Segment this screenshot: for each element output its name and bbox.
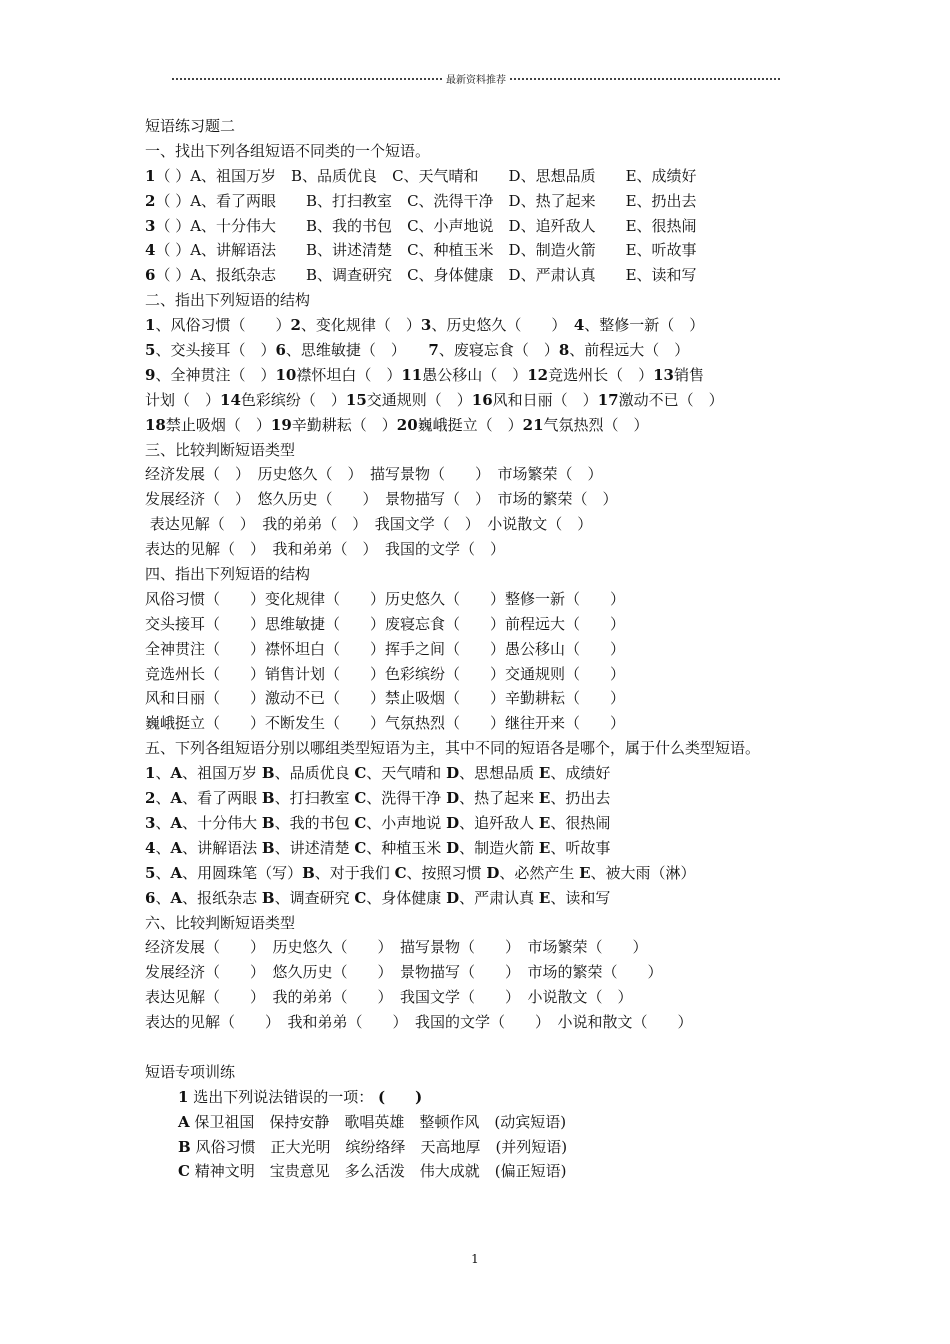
compare-line: 表达见解（ ） 我的弟弟（ ） 我国文学（ ） 小说散文（ ）	[145, 515, 593, 534]
item-marker: 18	[145, 415, 166, 434]
header-text: 最新资料推荐	[446, 75, 506, 86]
section-heading: 五、下列各组短语分别以哪组类型短语为主，其中不同的短语各是哪个，属于什么类型短语。	[145, 739, 761, 758]
structure-line	[145, 388, 815, 413]
compare-line: 发展经济（ ） 悠久历史（ ） 景物描写（ ） 市场的繁荣（ ）	[145, 490, 618, 509]
item-marker: 15	[345, 390, 367, 409]
item-text: 风俗习惯 正大光明 缤纷络绎 天高地厚 (并列短语)	[190, 1137, 568, 1156]
item-marker: D	[446, 813, 460, 832]
question-number: 6	[145, 266, 156, 285]
question-options: （ ）A、祖国万岁 B、品质优良 C、天气晴和 D、思想品质 E、成绩好	[155, 166, 697, 185]
item-text: 愚公移山（ ）	[422, 365, 528, 384]
question-row	[145, 214, 815, 239]
item-text: 、历史悠久（ ）	[431, 316, 574, 335]
question-options: （ ）A、报纸杂志 B、调查研究 C、身体健康 D、严肃认真 E、读和写	[155, 266, 697, 285]
compare-line: 发展经济（ ） 悠久历史（ ） 景物描写（ ） 市场的繁荣（ ）	[145, 963, 663, 982]
item-text: 、必然产生	[499, 863, 580, 882]
question-row	[145, 861, 815, 886]
item-marker: 6	[145, 888, 156, 907]
item-marker: B	[302, 863, 315, 882]
item-text: 、身体健康	[366, 888, 447, 907]
item-marker: 7	[428, 341, 439, 360]
document-body	[145, 114, 815, 1184]
item-text: 、废寝忘食（ ）	[438, 341, 559, 360]
item-marker: B	[178, 1137, 191, 1156]
item-text: 、十分伟大	[182, 813, 262, 832]
item-marker: 17	[597, 390, 619, 409]
item-text: 襟怀坦白（ ）	[296, 365, 402, 384]
item-text: 、	[155, 764, 171, 783]
item-marker: C	[354, 789, 367, 808]
item-marker: E	[538, 764, 551, 783]
item-marker: A	[170, 813, 183, 832]
item-text: 、整修一新（ ）	[584, 316, 705, 335]
item-marker: E	[538, 888, 551, 907]
item-marker: 9	[145, 365, 156, 384]
item-marker: 5	[145, 341, 156, 360]
item-text: 、风俗习惯（ ）	[155, 316, 291, 335]
item-text: 、扔出去	[550, 789, 611, 808]
header-dotted-rule-right	[510, 78, 780, 80]
question-row	[145, 238, 815, 263]
item-text: 计划（ ）	[145, 390, 221, 409]
item-text: 激动不已（ ）	[618, 390, 724, 409]
structure-line: 全神贯注（ ）襟怀坦白（ ）挥手之间（ ）愚公移山（ ）	[145, 639, 626, 658]
item-text: 、打扫教室	[274, 789, 355, 808]
item-text: 销售	[674, 365, 705, 384]
item-marker: C	[354, 888, 367, 907]
item-text: 色彩缤纷（ ）	[240, 390, 346, 409]
item-marker: A	[170, 838, 183, 857]
item-marker: A	[170, 789, 183, 808]
item-text: 、前程远大（ ）	[569, 341, 690, 360]
item-text: 保卫祖国 保持安静 歌唱英雄 整顿作风 (动宾短语)	[189, 1112, 567, 1131]
item-marker: B	[261, 789, 275, 808]
item-text: 、	[155, 789, 171, 808]
item-marker: 16	[471, 390, 493, 409]
item-text: 、	[155, 888, 171, 907]
item-text: 风和日丽（ ）	[492, 390, 598, 409]
item-marker: 12	[527, 365, 549, 384]
training-question	[145, 1085, 815, 1110]
question-options: （ ）A、看了两眼 B、打扫教室 C、洗得干净 D、热了起来 E、扔出去	[155, 191, 697, 210]
section-heading: 三、比较判断短语类型	[145, 440, 296, 459]
item-text: 、制造火箭	[459, 838, 539, 857]
item-text: 、被大雨（淋）	[590, 863, 696, 882]
item-marker: D	[486, 863, 500, 882]
question-row	[145, 886, 815, 911]
structure-line	[145, 338, 815, 363]
training-option	[145, 1159, 815, 1184]
question-row	[145, 189, 815, 214]
item-marker: 8	[558, 341, 570, 360]
compare-line: 经济发展（ ） 历史悠久（ ） 描写景物（ ） 市场繁荣（ ）	[145, 465, 603, 484]
item-text: 、讲述清楚	[274, 838, 355, 857]
item-text: 、	[155, 863, 171, 882]
compare-line: 表达的见解（ ） 我和弟弟（ ） 我国的文学（ ） 小说和散文（ ）	[145, 1013, 693, 1032]
structure-line: 巍峨挺立（ ）不断发生（ ）气氛热烈（ ）继往开来（ ）	[145, 714, 626, 733]
item-marker: 4	[573, 316, 585, 335]
compare-line: 表达的见解（ ） 我和弟弟（ ） 我国的文学（ ）	[145, 540, 506, 559]
item-text: 、交头接耳（ ）	[155, 341, 276, 360]
item-marker: 11	[401, 365, 423, 384]
item-marker: B	[261, 888, 275, 907]
section-heading: 一、找出下列各组短语不同类的一个短语。	[145, 141, 431, 160]
structure-line: 风俗习惯（ ）变化规律（ ）历史悠久（ ）整修一新（ ）	[145, 589, 626, 608]
item-marker: A	[178, 1112, 190, 1131]
item-marker: 14	[220, 390, 241, 409]
item-marker: C	[354, 813, 367, 832]
item-marker: 3	[420, 316, 432, 335]
item-text: 、祖国万岁	[182, 764, 262, 783]
item-marker: B	[261, 764, 275, 783]
item-marker: C	[354, 764, 367, 783]
item-marker: B	[261, 838, 275, 857]
item-marker: 19	[270, 415, 292, 434]
document-title: 短语练习题二	[145, 117, 236, 135]
item-text: 竞选州长（ ）	[548, 365, 654, 384]
item-marker: 5	[145, 863, 156, 882]
item-marker: D	[446, 789, 460, 808]
item-text: 、洗得干净	[366, 789, 447, 808]
item-marker: 3	[145, 813, 156, 832]
item-text: 、种植玉米	[366, 838, 447, 857]
item-marker: A	[170, 863, 183, 882]
section-heading: 六、比较判断短语类型	[145, 913, 296, 932]
item-text: 、看了两眼	[182, 789, 262, 808]
question-row	[145, 164, 815, 189]
item-text: 交通规则（ ）	[366, 390, 472, 409]
section-heading: 二、指出下列短语的结构	[145, 291, 311, 310]
compare-line: 经济发展（ ） 历史悠久（ ） 描写景物（ ） 市场繁荣（ ）	[145, 938, 648, 957]
training-option	[145, 1110, 815, 1135]
item-text: 、热了起来	[459, 789, 539, 808]
structure-line	[145, 313, 815, 338]
question-row	[145, 836, 815, 861]
item-text: 、小声地说	[366, 813, 447, 832]
item-marker: D	[446, 888, 460, 907]
question-options: （ ）A、讲解语法 B、讲述清楚 C、种植玉米 D、制造火箭 E、听故事	[155, 241, 697, 260]
structure-line	[145, 413, 815, 438]
item-text: 、读和写	[550, 888, 611, 907]
page-number: 1	[471, 1252, 479, 1266]
page-header	[170, 71, 782, 86]
training-title: 短语专项训练	[145, 1062, 236, 1081]
item-marker: D	[446, 838, 460, 857]
item-marker: 20	[396, 415, 418, 434]
item-marker: 10	[275, 365, 297, 384]
question-number: 3	[145, 216, 156, 235]
item-text: 、成绩好	[550, 764, 611, 783]
item-text: 、品质优良	[274, 764, 355, 783]
item-text: 、听故事	[550, 838, 611, 857]
item-marker: E	[538, 838, 551, 857]
item-marker: E	[538, 813, 551, 832]
section-heading: 四、指出下列短语的结构	[145, 565, 311, 584]
item-text: 、按照习惯	[406, 863, 487, 882]
item-text: 、追歼敌人	[459, 813, 539, 832]
item-text: 、思想品质	[459, 764, 539, 783]
item-text: 、我的书包	[274, 813, 355, 832]
item-marker: E	[579, 863, 591, 882]
blank-line	[145, 1035, 815, 1060]
item-marker: 1	[145, 764, 156, 783]
question-row	[145, 761, 815, 786]
item-marker: 1	[178, 1087, 189, 1106]
item-text: 、对于我们	[314, 863, 395, 882]
item-text: 、变化规律（ ）	[300, 316, 421, 335]
item-text: 巍峨挺立（ ）	[417, 415, 523, 434]
question-row	[145, 811, 815, 836]
item-marker: E	[538, 789, 551, 808]
item-marker: D	[446, 764, 460, 783]
item-marker: 21	[522, 415, 544, 434]
item-text: 精神文明 宝贵意见 多么活泼 伟大成就 (偏正短语)	[189, 1162, 567, 1181]
item-text: 气氛热烈（ ）	[543, 415, 649, 434]
item-text: 、讲解语法	[182, 838, 262, 857]
item-marker: 1	[145, 316, 156, 335]
item-text: 选出下列说法错误的一项：	[188, 1087, 378, 1106]
item-marker: C	[354, 838, 367, 857]
item-marker: C	[394, 863, 407, 882]
structure-line: 竞选州长（ ）销售计划（ ）色彩缤纷（ ）交通规则（ ）	[145, 664, 626, 683]
item-text: 辛勤耕耘（ ）	[291, 415, 397, 434]
question-number: 4	[145, 241, 156, 260]
compare-line: 表达见解（ ） 我的弟弟（ ） 我国文学（ ） 小说散文（ ）	[145, 988, 633, 1007]
item-marker: 2	[145, 789, 156, 808]
structure-line	[145, 363, 815, 388]
item-text: 、调查研究	[274, 888, 355, 907]
item-text: 、思维敏捷（ ）	[285, 341, 429, 360]
item-text: 、严肃认真	[459, 888, 539, 907]
item-marker: C	[178, 1162, 190, 1181]
item-marker: 6	[275, 341, 286, 360]
item-text: 禁止吸烟（ ）	[165, 415, 271, 434]
structure-line: 风和日丽（ ）激动不已（ ）禁止吸烟（ ）辛勤耕耘（ ）	[145, 689, 626, 708]
item-text: 、天气晴和	[366, 764, 447, 783]
item-text: 、	[155, 813, 171, 832]
item-text: 、全神贯注（ ）	[155, 365, 276, 384]
item-marker: 2	[290, 316, 301, 335]
header-dotted-rule-left	[172, 78, 442, 80]
item-marker: 13	[653, 365, 674, 384]
item-marker: B	[261, 813, 275, 832]
item-marker: ( )	[377, 1087, 423, 1106]
question-row	[145, 786, 815, 811]
item-text: 、很热闹	[550, 813, 611, 832]
question-number: 2	[145, 191, 156, 210]
question-options: （ ）A、十分伟大 B、我的书包 C、小声地说 D、追歼敌人 E、很热闹	[155, 216, 697, 235]
item-text: 、	[155, 838, 171, 857]
item-text: 、用圆珠笔（写）	[182, 863, 303, 882]
item-text: 、报纸杂志	[182, 888, 262, 907]
item-marker: A	[170, 888, 183, 907]
structure-line: 交头接耳（ ）思维敏捷（ ）废寝忘食（ ）前程远大（ ）	[145, 614, 626, 633]
question-row	[145, 263, 815, 288]
item-marker: 4	[145, 838, 156, 857]
question-number: 1	[145, 166, 156, 185]
item-marker: A	[170, 764, 183, 783]
training-option	[145, 1135, 815, 1160]
